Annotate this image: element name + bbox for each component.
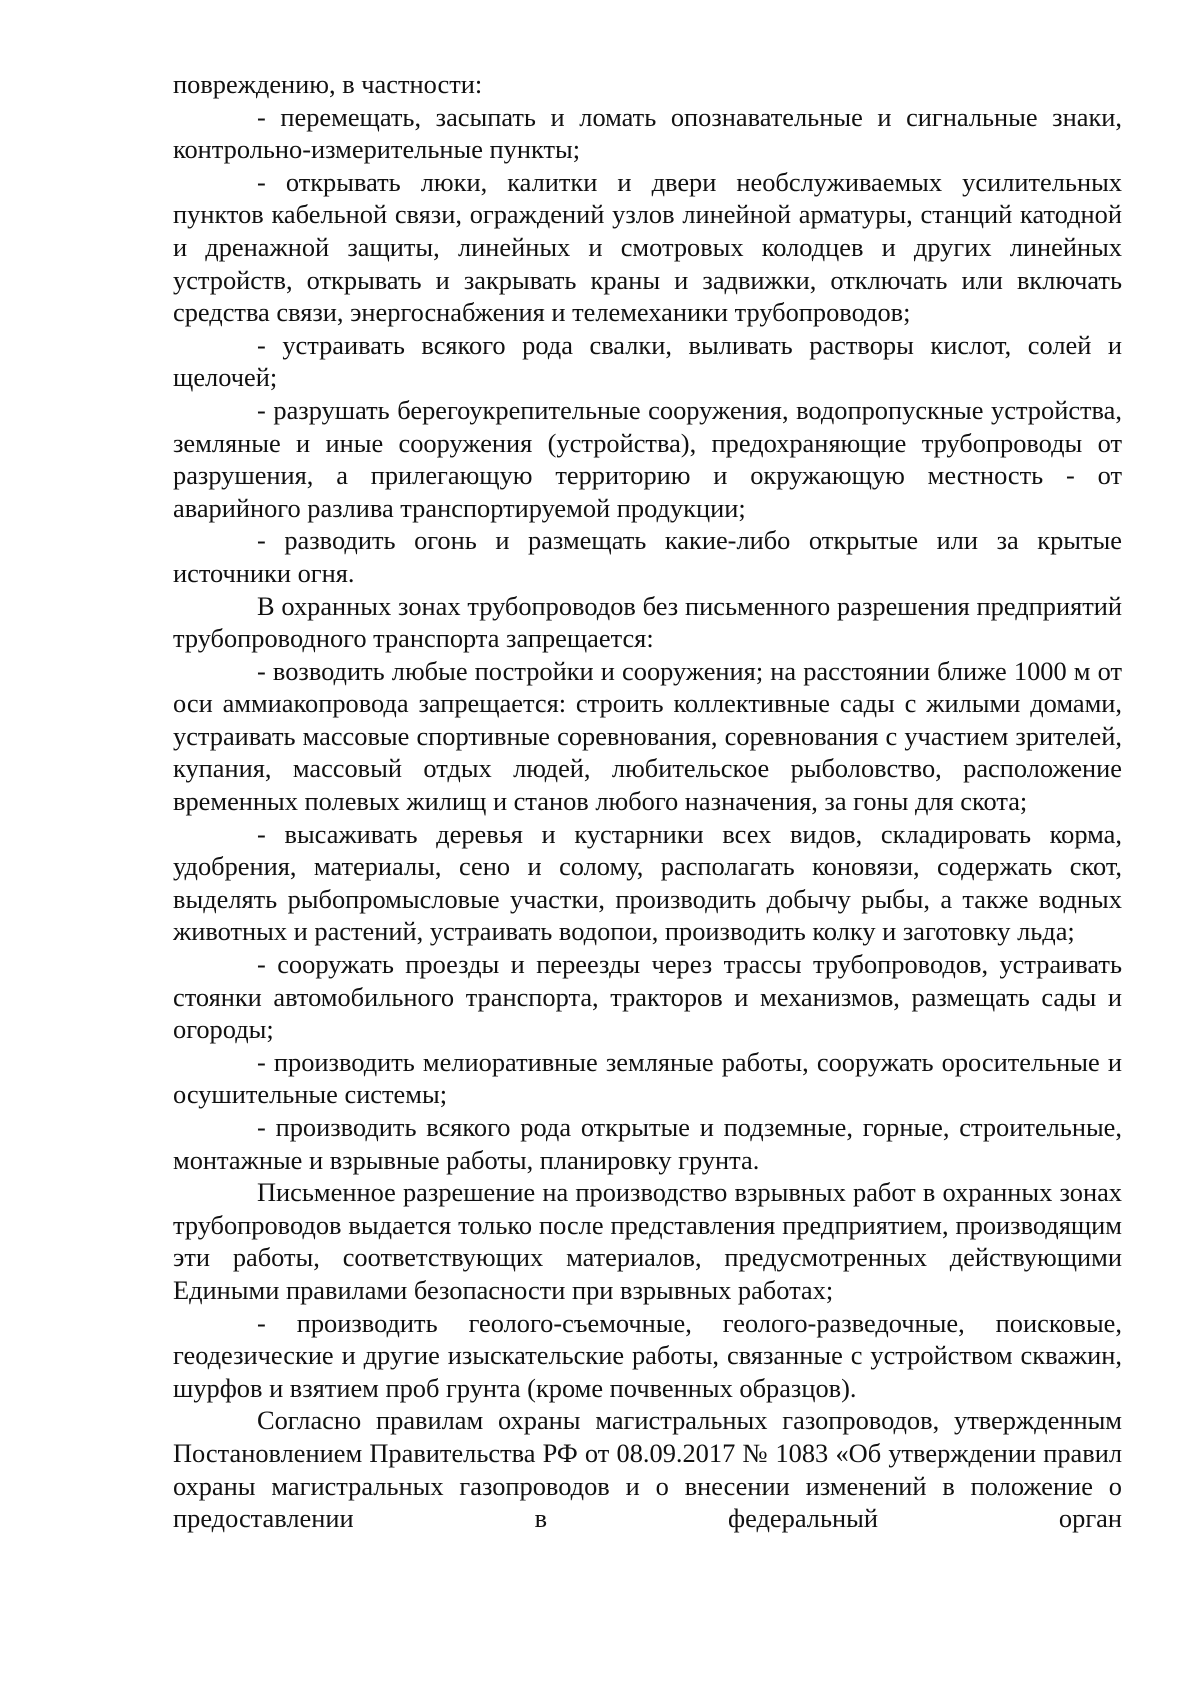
paragraph-protection-zones: В охранных зонах трубопроводов без письменного разрешения предприятий трубопроводного транспорта запрещается:	[173, 590, 1122, 654]
list-item-signs: - перемещать, засыпать и ломать опознавательные и сигнальные знаки, контрольно-измерительные пункты;	[173, 101, 1122, 165]
document-page	[173, 68, 1122, 1535]
list-item-hatches: - открывать люки, калитки и двери необслуживаемых усилительных пунктов кабельной связи, ограждений узлов линейной арматуры, станций катодной и дренажной защиты, линейных и смотровых колодцев и других линейных устройств, открывать и закрывать краны и задвижки, отключать или включать средства связи, энергоснабжения и телемеханики трубопроводов;	[173, 166, 1122, 328]
list-item-structures: - разрушать берегоукрепительные сооружения, водопропускные устройства, земляные и иные сооружения (устройства), предохраняющие трубопроводы от разрушения, а прилегающую территорию и окружающую местность - от аварийного разлива транспортируемой продукции;	[173, 394, 1122, 523]
list-item-fire: - разводить огонь и размещать какие-либо открытые или за крытые источники огня.	[173, 525, 1122, 588]
list-item-trees: - высаживать деревья и кустарники всех видов, складировать корма, удобрения, материалы, сено и солому, располагать коновязи, содержать скот, выделять рыбопромысловые участки, производить добычу рыбы, а также водных животных и растений, устраивать водопои, производить колку и заготовку льда;	[173, 818, 1122, 947]
list-item-buildings: - возводить любые постройки и сооружения; на расстоянии ближе 1000 м от оси аммиакопровода запрещается: строить коллективные сады с жилыми домами, устраивать массовые спортивные соревнования, соревнования с участием зрителей, купания, массовый отдых людей, любительское рыболовство, расположение временных полевых жилищ и станов любого назначения, за гоны для скота;	[173, 655, 1122, 817]
list-item-excavation: - производить всякого рода открытые и подземные, горные, строительные, монтажные и взрывные работы, планировку грунта.	[173, 1112, 1122, 1175]
paragraph-gas-rules: Согласно правилам охраны магистральных газопроводов, утвержденным Постановлением Правительства РФ от 08.09.2017 № 1083 «Об утверждении правил охраны магистральных газопроводов и о внесении изменений в положение о предоставлении в федеральный орган	[173, 1405, 1122, 1534]
list-item-crossings: - сооружать проезды и переезды через трассы трубопроводов, устраивать стоянки автомобильного транспорта, тракторов и механизмов, размещать сады и огороды;	[173, 949, 1122, 1045]
list-item-geology: - производить геолого-съемочные, геолого-разведочные, поисковые, геодезические и другие изыскательские работы, связанные с устройством скважин, шурфов и взятием проб грунта (кроме почвенных образцов).	[173, 1307, 1122, 1403]
paragraph-intro: повреждению, в частности:	[173, 69, 483, 99]
list-item-melioration: - производить мелиоративные земляные работы, сооружать оросительные и осушительные системы;	[173, 1046, 1122, 1110]
paragraph-explosive-permit: Письменное разрешение на производство взрывных работ в охранных зонах трубопроводов выдается только после представления предприятием, производящим эти работы, соответствующих материалов, предусмотренных действующими Едиными правилами безопасности при взрывных работах;	[173, 1177, 1122, 1305]
list-item-dumps: - устраивать всякого рода свалки, выливать растворы кислот, солей и щелочей;	[173, 329, 1122, 393]
